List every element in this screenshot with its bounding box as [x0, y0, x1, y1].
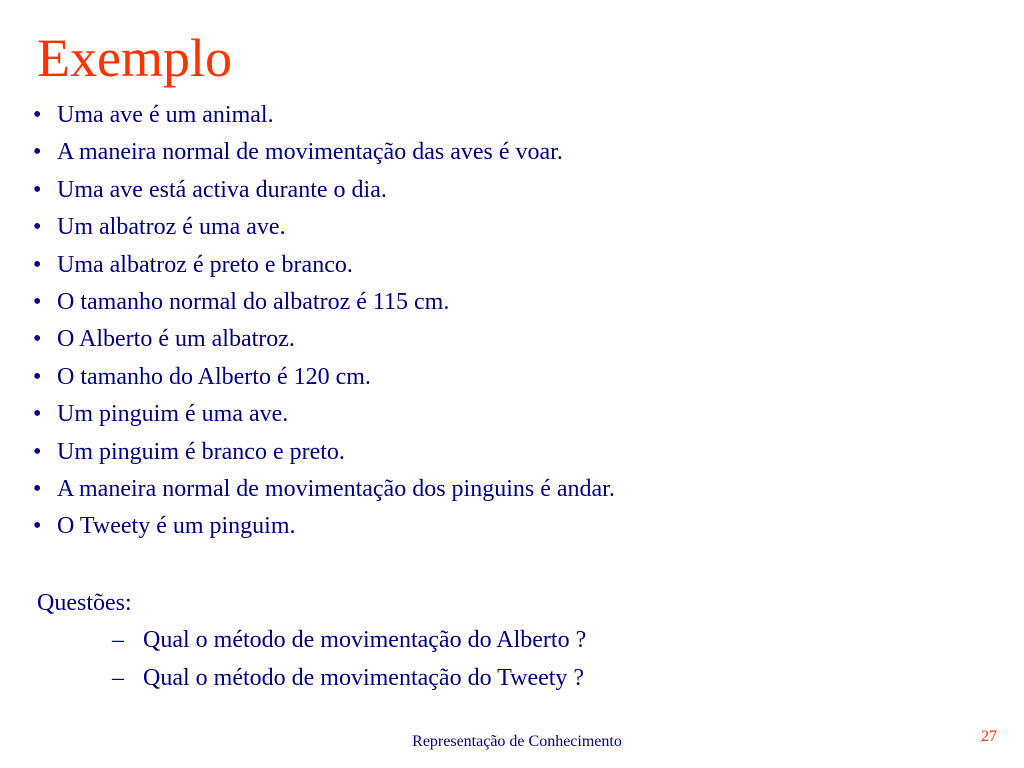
bullet-icon: •	[33, 102, 42, 128]
list-item-text: A maneira normal de movimentação dos pinguins é andar.	[57, 475, 615, 502]
list-item-text: Uma ave está activa durante o dia.	[57, 176, 387, 203]
list-item-text: O tamanho normal do albatroz é 115 cm.	[57, 288, 450, 315]
list-item	[33, 209, 615, 246]
question-list	[112, 622, 586, 697]
list-item	[33, 97, 615, 134]
slide-title: Exemplo	[37, 28, 232, 88]
list-item-text: O Tweety é um pinguim.	[57, 513, 296, 540]
list-item	[33, 134, 615, 171]
bullet-icon: •	[33, 438, 42, 465]
question-item	[112, 660, 586, 698]
list-item-text: Um albatroz é uma ave.	[57, 214, 286, 241]
bullet-icon: •	[33, 139, 42, 166]
statement-list	[33, 97, 615, 546]
page-number: 27	[981, 728, 997, 745]
question-text: Qual o método de movimentação do Alberto ?	[143, 627, 587, 653]
bullet-icon: •	[33, 513, 42, 540]
list-item-text: Um pinguim é uma ave.	[57, 401, 289, 428]
list-item	[33, 247, 615, 284]
dash-icon: –	[112, 664, 124, 691]
list-item-text: Uma albatroz é preto e branco.	[57, 251, 353, 278]
dash-icon: –	[112, 627, 124, 653]
list-item-text: A maneira normal de movimentação das aves é voar.	[57, 139, 563, 166]
list-item	[33, 471, 615, 508]
list-item	[33, 396, 615, 433]
bullet-icon: •	[33, 475, 42, 502]
list-item	[33, 284, 615, 321]
bullet-icon: •	[33, 251, 42, 278]
question-item	[112, 622, 586, 660]
bullet-icon: •	[33, 363, 42, 390]
list-item	[33, 508, 615, 545]
list-item-text: Uma ave é um animal.	[57, 102, 274, 128]
bullet-icon: •	[33, 214, 42, 241]
bullet-icon: •	[33, 288, 42, 315]
question-text: Qual o método de movimentação do Tweety ?	[143, 664, 585, 691]
list-item	[33, 359, 615, 396]
list-item-text: O Alberto é um albatroz.	[57, 326, 295, 353]
bullet-icon: •	[33, 401, 42, 428]
list-item-text: O tamanho do Alberto é 120 cm.	[57, 363, 371, 390]
list-item-text: Um pinguim é branco e preto.	[57, 438, 345, 465]
list-item	[33, 172, 615, 209]
list-item	[33, 321, 615, 358]
slide-footer: Representação de Conhecimento	[412, 733, 622, 750]
questions-heading: Questões:	[37, 590, 132, 616]
bullet-icon: •	[33, 176, 42, 203]
bullet-icon: •	[33, 326, 42, 353]
list-item	[33, 434, 615, 471]
